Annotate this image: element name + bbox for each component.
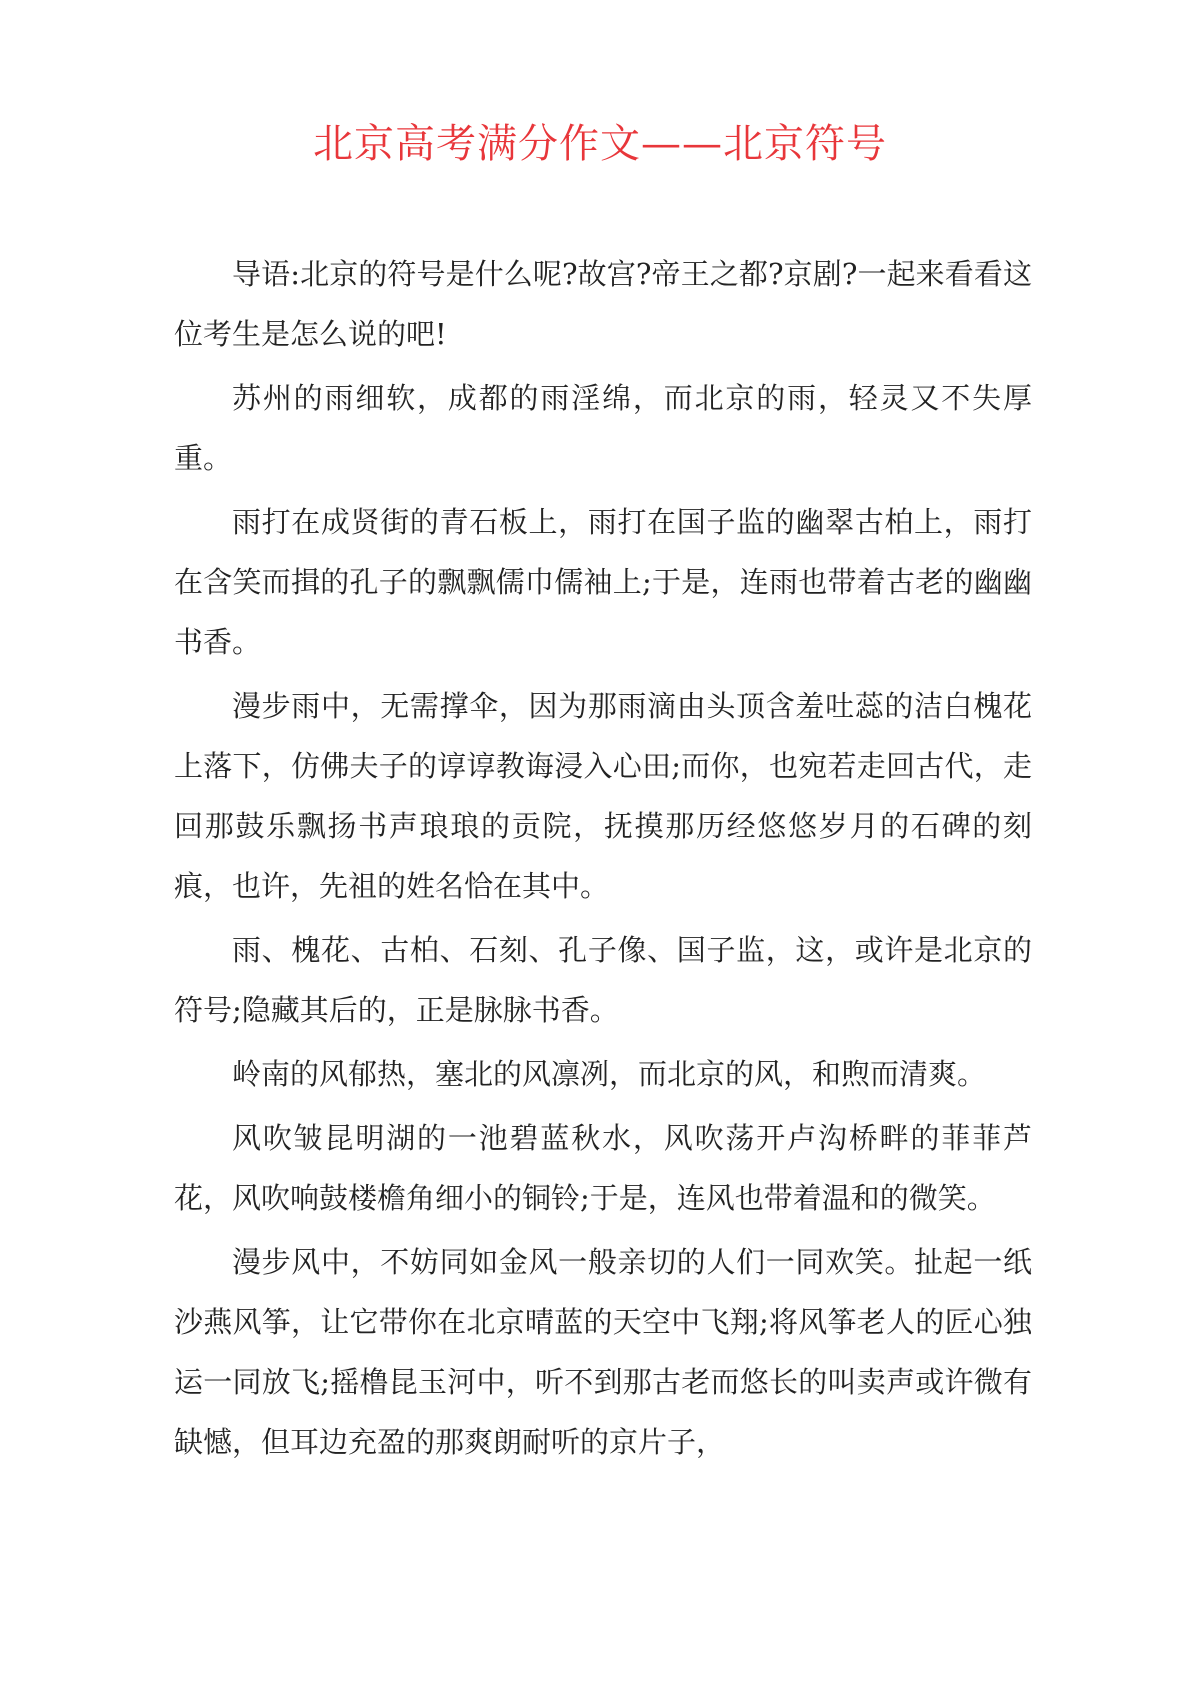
paragraph: 岭南的风郁热，塞北的风凛冽，而北京的风，和煦而清爽。 [232, 1057, 987, 1091]
paragraph-intro: 导语:北京的符号是什么呢?故宫?帝王之都?京剧?一起来看看这位考生是怎么说的吧! [174, 257, 1032, 351]
paragraph: 风吹皱昆明湖的一池碧蓝秋水，风吹荡开卢沟桥畔的菲菲芦花，风吹响鼓楼檐角细小的铜铃;于是，连风也带着温和的微笑。 [174, 1121, 1032, 1215]
page-title: 北京高考满分作文——北京符号 [313, 121, 887, 167]
paragraph: 漫步风中，不妨同如金风一般亲切的人们一同欢笑。扯起一纸沙燕风筝，让它带你在北京晴蓝的天空中飞翔;将风筝老人的匠心独运一同放飞;摇橹昆玉河中，听不到那古老而悠长的叫卖声或许微有缺憾，但耳边充盈的那爽朗耐听的京片子， [174, 1245, 1032, 1459]
article-body [174, 244, 1032, 1476]
paragraph: 漫步雨中，无需撑伞，因为那雨滴由头顶含羞吐蕊的洁白槐花上落下，仿佛夫子的谆谆教诲浸入心田;而你，也宛若走回古代，走回那鼓乐飘扬书声琅琅的贡院，抚摸那历经悠悠岁月的石碑的刻痕，也许，先祖的姓名恰在其中。 [174, 689, 1032, 903]
paragraph: 雨、槐花、古柏、石刻、孔子像、国子监，这，或许是北京的符号;隐藏其后的，正是脉脉书香。 [174, 933, 1032, 1027]
paragraph: 苏州的雨细软，成都的雨淫绵，而北京的雨，轻灵又不失厚重。 [174, 381, 1032, 475]
paragraph: 雨打在成贤街的青石板上，雨打在国子监的幽翠古柏上，雨打在含笑而揖的孔子的飘飘儒巾儒袖上;于是，连雨也带着古老的幽幽书香。 [174, 505, 1032, 659]
